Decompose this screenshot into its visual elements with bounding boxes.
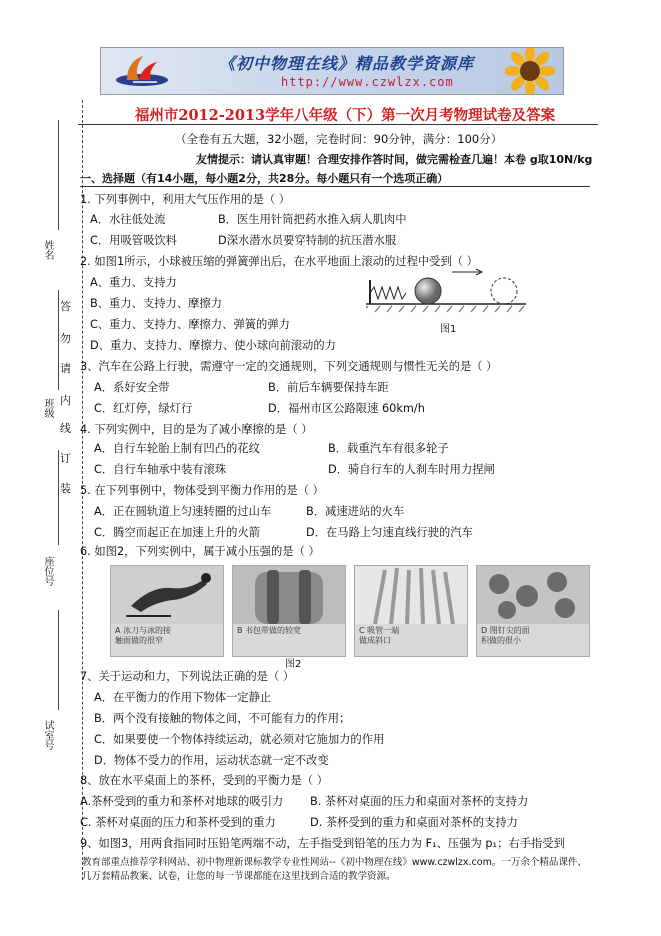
question-3: 3、汽车在公路上行驶，需遵守一定的交通规则，下列交通规则与惯性无关的是（ ）	[80, 360, 498, 373]
q5-option-c[interactable]: C．腾空而起正在加速上升的火箭	[94, 526, 261, 539]
caption-c: C 吸管一端 做成斜口	[359, 626, 400, 645]
photo-thumbtacks	[476, 565, 590, 657]
section-rule	[80, 186, 590, 187]
skater-icon	[111, 566, 223, 624]
question-4: 4. 下列实例中，目的是为了减小摩擦的是（ ）	[80, 423, 313, 436]
exam-no-label: 试室号	[42, 720, 53, 750]
q8-option-a[interactable]: A.茶杯受到的重力和茶杯对地球的吸引力	[80, 795, 284, 808]
q3-option-d[interactable]: D．福州市区公路限速 60km/h	[268, 402, 425, 415]
caption-b: B 书包带做的较宽	[237, 626, 302, 635]
q8-option-c[interactable]: C. 茶杯对桌面的压力和茶杯受到的重力	[80, 816, 276, 829]
photo-ice-skate	[110, 565, 224, 657]
sunflower-icon	[505, 47, 555, 95]
q7-option-d[interactable]: D．物体不受力的作用，运动状态就一定不改变	[94, 754, 329, 767]
q4-option-b[interactable]: B．载重汽车有很多轮子	[328, 442, 449, 455]
title-rule	[78, 124, 598, 125]
q2-option-c[interactable]: C、重力、支持力、摩擦力、弹簧的弹力	[90, 318, 290, 331]
seat-label: 座位号	[42, 556, 53, 586]
question-6: 6. 如图2，下列实例中，属于减小压强的是（ ）	[80, 545, 320, 558]
q2-option-b[interactable]: B、重力、支持力、摩擦力	[90, 297, 223, 310]
margin-char: 勿	[60, 332, 71, 345]
q3-option-a[interactable]: A．系好安全带	[94, 381, 170, 394]
figure-1-caption: 图1	[440, 324, 457, 335]
q1-option-d[interactable]: D深水潜水员要穿特制的抗压潜水服	[218, 234, 397, 247]
class-blank[interactable]	[58, 290, 59, 390]
site-logo-icon	[113, 54, 171, 88]
name-label: 姓名	[42, 240, 53, 260]
name-blank[interactable]	[58, 120, 59, 230]
thumbtacks-icon	[477, 566, 589, 624]
margin-char: 请	[60, 362, 71, 375]
photo-backpack	[232, 565, 346, 657]
exam-info: （全卷有五大题，32小题，完卷时间：90分钟，满分：100分）	[175, 132, 503, 146]
margin-char: 线	[60, 422, 71, 435]
margin-char: 内	[60, 394, 71, 407]
margin-char: 答	[60, 300, 71, 313]
q8-option-b[interactable]: B. 茶杯对桌面的压力和桌面对茶杯的支持力	[310, 795, 529, 808]
q4-option-d[interactable]: D．骑自行车的人刹车时用力捏闸	[328, 463, 495, 476]
straws-icon	[355, 566, 467, 624]
question-8: 8、放在水平桌面上的茶杯，受到的平衡力是（ ）	[80, 774, 329, 787]
q2-option-a[interactable]: A、重力、支持力	[90, 276, 177, 289]
q5-option-b[interactable]: B．减速进站的火车	[306, 505, 405, 518]
backpack-icon	[233, 566, 345, 624]
q5-option-a[interactable]: A．正在圆轨道上匀速转圈的过山车	[94, 505, 272, 518]
figure-2	[110, 565, 588, 660]
q3-option-b[interactable]: B．前后车辆要保持车距	[268, 381, 389, 394]
question-9: 9、如图3，用两食指同时压铅笔两端不动，左手指受到铅笔的压力为 F₁、压强为 p₁；右手指受到	[80, 837, 565, 850]
banner-brand: 《初中物理在线》精品教学资源库	[219, 54, 475, 73]
q2-option-d[interactable]: D、重力、支持力、摩擦力、使小球向前滚动的力	[90, 339, 336, 352]
section-heading: 一、选择题（有14小题，每小题2分，共28分。每小题只有一个选项正确）	[80, 172, 449, 185]
page-title: 福州市2012-2013学年八年级（下）第一次月考物理试卷及答案	[134, 107, 556, 124]
question-2: 2. 如图1所示，小球被压缩的弹簧弹出后，在水平地面上滚动的过程中受到（ ）	[80, 255, 478, 268]
q4-option-a[interactable]: A．自行车轮胎上制有凹凸的花纹	[94, 442, 260, 455]
q7-option-c[interactable]: C．如果要使一个物体持续运动，就必须对它施加力的作用	[94, 733, 385, 746]
seat-blank[interactable]	[58, 450, 59, 545]
friendly-tip: 友情提示：请认真审题！合理安排作答时间，做完需检查几遍！本卷 g取10N/kg	[196, 153, 593, 166]
q1-option-b[interactable]: B．医生用针筒把药水推入病人肌肉中	[218, 213, 407, 226]
q7-option-b[interactable]: B．两个没有接触的物体之间，不可能有力的作用；	[94, 712, 351, 725]
q1-option-c[interactable]: C．用吸管吸饮料	[90, 234, 177, 247]
q3-option-c[interactable]: C．红灯停，绿灯行	[94, 402, 193, 415]
caption-a: A 冰刀与冰的接 触面做的很窄	[115, 626, 172, 645]
q8-option-d[interactable]: D. 茶杯受到的重力和桌面对茶杯的支持力	[310, 816, 518, 829]
q7-option-a[interactable]: A．在平衡力的作用下物体一定静止	[94, 691, 272, 704]
class-label: 班级	[42, 398, 53, 418]
spring-ball-figure	[366, 266, 526, 314]
question-5: 5. 在下列事例中，物体受到平衡力作用的是（ ）	[80, 484, 324, 497]
photo-straws	[354, 565, 468, 657]
question-1: 1. 下列事例中，利用大气压作用的是（ ）	[80, 193, 291, 206]
margin-char: 订	[60, 452, 71, 465]
q4-option-c[interactable]: C．自行车轴承中装有滚珠	[94, 463, 227, 476]
header-banner	[100, 47, 564, 95]
page-footer: 教育部重点推荐学科网站、初中物理新课标教学专业性网站--《初中物理在线》www.czwlzx.com。一万余个精品课件、几万套精品教案、试卷，让您的每一节课都能在这里找到合适的教学资源。	[82, 857, 587, 882]
q5-option-d[interactable]: D．在马路上匀速直线行驶的汽车	[306, 526, 473, 539]
question-7: 7、关于运动和力，下列说法正确的是（ ）	[80, 670, 295, 683]
q1-option-a[interactable]: A．水往低处流	[90, 213, 166, 226]
banner-url[interactable]: http://www.czwlzx.com	[281, 75, 454, 89]
exam-no-blank[interactable]	[58, 610, 59, 710]
caption-d: D 图钉尖的面 积做的很小	[481, 626, 530, 645]
margin-char: 装	[60, 482, 71, 495]
figure-2-caption: 图2	[285, 659, 302, 670]
